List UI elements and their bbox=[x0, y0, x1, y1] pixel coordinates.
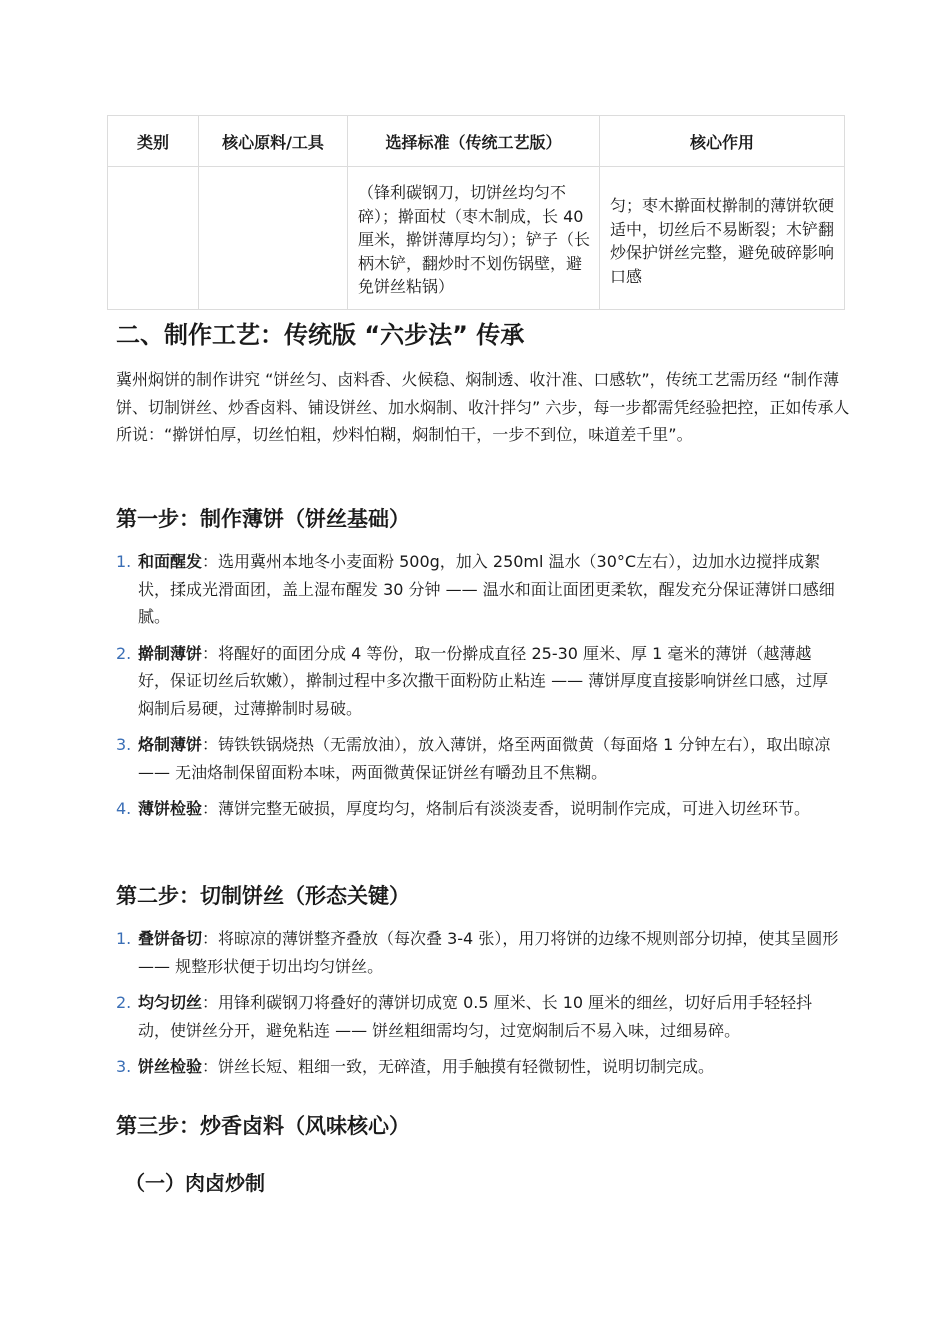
list-text: ：薄饼完整无破损，厚度均匀，烙制后有淡淡麦香，说明制作完成，可进入切丝环节。 bbox=[202, 799, 811, 818]
header-standard: 选择标准（传统工艺版） bbox=[348, 116, 600, 167]
cell-function: 匀；枣木擀面杖擀制的薄饼软硬适中，切丝后不易断裂；木铲翻炒保护饼丝完整，避免破碎影响口感 bbox=[600, 167, 845, 310]
list-item bbox=[116, 548, 840, 631]
list-item bbox=[116, 795, 840, 823]
step-1-list bbox=[116, 548, 840, 832]
list-number: 1. bbox=[116, 552, 132, 571]
list-term: 和面醒发 bbox=[138, 552, 203, 571]
list-number: 3. bbox=[116, 1057, 132, 1076]
list-item bbox=[116, 989, 840, 1044]
section-2-intro: 冀州焖饼的制作讲究 “饼丝匀、卤料香、火候稳、焖制透、收汁准、口感软”，传统工艺需历经 “制作薄饼、切制饼丝、炒香卤料、铺设饼丝、加水焖制、收汁拌匀” 六步，每一步都需凭经验把控，正如传承人所说：“擀饼怕厚，切丝怕粗，炒料怕糊，焖制怕干，一步不到位，味道差千里”。 bbox=[116, 370, 850, 444]
list-text: ：用锋利碳钢刀将叠好的薄饼切成宽 0.5 厘米、长 10 厘米的细丝，切好后用手轻轻抖动，使饼丝分开，避免粘连 —— 饼丝粗细需均匀，过宽焖制后不易入味，过细易碎。 bbox=[138, 993, 813, 1040]
materials-table bbox=[107, 115, 845, 310]
list-item bbox=[116, 1053, 840, 1081]
step-2-list bbox=[116, 925, 840, 1090]
list-term: 薄饼检验 bbox=[138, 799, 203, 818]
step-3-subsection-title: （一）肉卤炒制 bbox=[125, 1171, 265, 1195]
step-2-title: 第二步：切制饼丝（形态关键） bbox=[116, 884, 410, 908]
table-header-row bbox=[108, 116, 845, 167]
section-2-title: 二、制作工艺：传统版 “六步法” 传承 bbox=[116, 321, 525, 349]
list-term: 叠饼备切 bbox=[138, 929, 203, 948]
list-term: 饼丝检验 bbox=[138, 1057, 203, 1076]
cell-standard: （锋利碳钢刀，切饼丝均匀不碎）；擀面杖（枣木制成，长 40 厘米，擀饼薄厚均匀）；铲子（长柄木铲，翻炒时不划伤锅壁，避免饼丝粘锅） bbox=[348, 167, 600, 310]
header-function: 核心作用 bbox=[600, 116, 845, 167]
list-text: ：将醒好的面团分成 4 等份，取一份擀成直径 25-30 厘米、厚 1 毫米的薄饼（越薄越好，保证切丝后软嫩），擀制过程中多次撒干面粉防止粘连 —— 薄饼厚度直接影响饼丝口感，过厚焖制后易硬，过薄擀制时易破。 bbox=[138, 643, 829, 718]
list-text: ：铸铁铁锅烧热（无需放油），放入薄饼，烙至两面微黄（每面烙 1 分钟左右），取出晾凉 —— 无油烙制保留面粉本味，两面微黄保证饼丝有嚼劲且不焦糊。 bbox=[138, 735, 831, 782]
cell-material bbox=[199, 167, 348, 310]
list-item bbox=[116, 640, 840, 723]
list-term: 擀制薄饼 bbox=[138, 643, 203, 663]
list-text: ：将晾凉的薄饼整齐叠放（每次叠 3-4 张），用刀将饼的边缘不规则部分切掉，使其呈圆形 —— 规整形状便于切出均匀饼丝。 bbox=[138, 929, 839, 976]
cell-category bbox=[108, 167, 199, 310]
header-material: 核心原料/工具 bbox=[199, 116, 348, 167]
list-text: ：选用冀州本地冬小麦面粉 500g，加入 250ml 温水（30°C左右），边加水边搅拌成絮状，揉成光滑面团，盖上湿布醒发 30 分钟 —— 温水和面让面团更柔软，醒发充分保证薄饼口感细腻。 bbox=[138, 552, 835, 626]
list-number: 1. bbox=[116, 929, 132, 948]
step-1-title: 第一步：制作薄饼（饼丝基础） bbox=[116, 507, 410, 531]
list-term: 均匀切丝 bbox=[138, 993, 203, 1012]
list-term: 烙制薄饼 bbox=[138, 735, 203, 754]
list-number: 3. bbox=[116, 735, 132, 754]
list-text: ：饼丝长短、粗细一致，无碎渣，用手触摸有轻微韧性，说明切制完成。 bbox=[202, 1057, 715, 1076]
step-3-title: 第三步：炒香卤料（风味核心） bbox=[116, 1114, 410, 1138]
list-item bbox=[116, 925, 840, 980]
header-category: 类别 bbox=[108, 116, 199, 167]
list-number: 4. bbox=[116, 799, 132, 818]
table-row bbox=[108, 167, 845, 310]
list-number: 2. bbox=[116, 643, 132, 663]
list-item bbox=[116, 731, 840, 786]
list-number: 2. bbox=[116, 993, 132, 1012]
